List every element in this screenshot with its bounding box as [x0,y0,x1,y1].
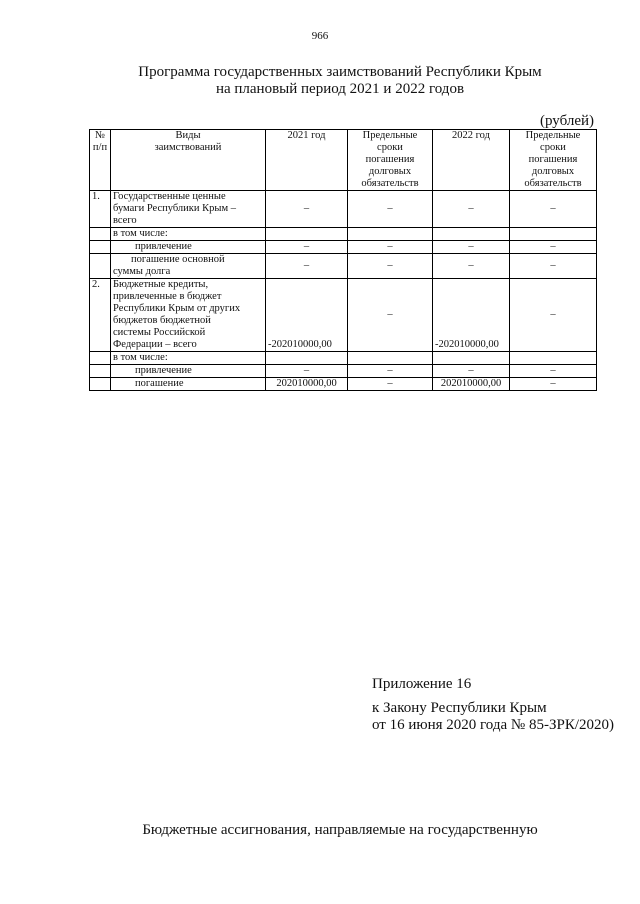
row-label-line: всего [113,215,137,226]
table-row [90,279,597,352]
row-label: погашение [111,378,266,391]
cell-limit-2: – [510,254,597,279]
row-label: в том числе: [111,228,266,241]
row-label [111,191,266,228]
header-limit-line: Предельные [362,130,418,141]
cell-limit-1: – [348,241,433,254]
table-row [90,241,597,254]
cell-2022: 202010000,00 [433,378,510,391]
cell-limit-1: – [348,191,433,228]
header-limit-line: погашения [528,154,578,165]
row-label-line: Республики Крым от других [113,303,241,314]
header-num-line: п/п [92,142,108,153]
row-label-line: Государственные ценные [113,191,226,202]
header-limit-line: обязательств [524,178,582,189]
header-num-line: № [94,130,106,141]
row-label-line: бумаги Республики Крым – [113,203,236,214]
next-section-heading: Бюджетные ассигнования, направляемые на государственную [142,822,538,838]
page-title: Программа государственных заимствований Республики Крым [138,64,542,80]
table-row [90,254,597,279]
table-row [90,378,597,391]
row-num: 2. [90,279,111,352]
cell-limit-2: – [510,279,597,352]
row-label [111,254,266,279]
borrowing-program-table [89,129,597,391]
cell-limit-2: – [510,365,597,378]
header-type [111,130,266,191]
cell-2022: -202010000,00 [433,279,510,352]
cell-2022: – [433,191,510,228]
row-num: 1. [90,191,111,228]
row-label-line: Бюджетные кредиты, [113,279,209,290]
cell-limit-1: – [348,365,433,378]
cell-limit-2: – [510,191,597,228]
header-limit-line: Предельные [525,130,581,141]
page-subtitle: на плановый период 2021 и 2022 годов [215,81,465,97]
row-label-line: суммы долга [113,266,171,277]
row-label: в том числе: [111,352,266,365]
cell-2021: 202010000,00 [266,378,348,391]
header-type-line: заимствований [154,142,222,153]
row-label: привлечение [111,241,266,254]
header-limit-line: сроки [540,142,566,153]
cell-2021: – [266,254,348,279]
row-label-line: Федерации – всего [113,339,197,350]
cell-2021: – [266,191,348,228]
appendix-law-line: к Закону Республики Крым [372,700,547,716]
header-limit-line: долговых [531,166,575,177]
header-limit-line: погашения [365,154,415,165]
page-number: 966 [311,30,329,42]
header-limit-line: долговых [368,166,412,177]
header-2022: 2022 год [433,130,510,191]
table-row [90,352,597,365]
header-limit-line: сроки [377,142,403,153]
cell-limit-1: – [348,254,433,279]
table-row [90,228,597,241]
cell-2022: – [433,241,510,254]
cell-limit-2: – [510,378,597,391]
row-label-line: погашение основной [131,254,225,265]
header-type-line: Виды [175,130,201,141]
row-label-line: привлеченные в бюджет [113,291,222,302]
header-num [90,130,111,191]
header-2021: 2021 год [266,130,348,191]
cell-2021: -202010000,00 [266,279,348,352]
cell-limit-1: – [348,378,433,391]
cell-2021: – [266,241,348,254]
cell-limit-2: – [510,241,597,254]
header-limit-1 [348,130,433,191]
header-limit-2 [510,130,597,191]
row-label-line: бюджетов бюджетной [113,315,211,326]
row-label: привлечение [111,365,266,378]
units-label: (рублей) [540,113,595,129]
table-row [90,191,597,228]
cell-limit-1: – [348,279,433,352]
appendix-title: Приложение 16 [372,676,472,692]
row-label-line: системы Российской [113,327,206,338]
cell-2022: – [433,365,510,378]
row-label [111,279,266,352]
cell-2021: – [266,365,348,378]
table-header-row [90,130,597,191]
table-row [90,365,597,378]
header-limit-line: обязательств [361,178,419,189]
appendix-law-line: от 16 июня 2020 года № 85-ЗРК/2020) [372,717,614,733]
cell-2022: – [433,254,510,279]
